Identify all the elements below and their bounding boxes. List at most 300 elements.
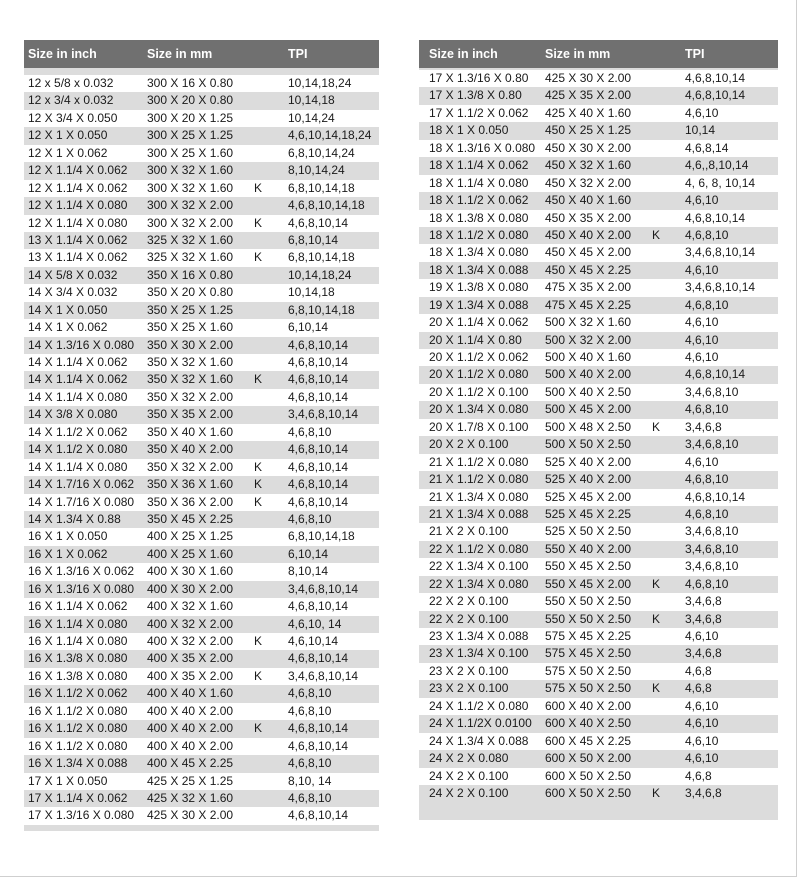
size-inch-cell: 19 X 1.3/8 X 0.080	[429, 280, 529, 295]
table-row	[24, 685, 379, 702]
size-mm-cell: 350 X 25 X 1.25	[147, 302, 234, 317]
k-marker-cell: K	[652, 576, 661, 591]
size-inch-cell: 16 X 1.3/16 X 0.062	[28, 564, 135, 579]
size-mm-cell: 550 X 45 X 2.00	[545, 576, 632, 591]
size-mm-cell: 300 X 25 X 1.25	[147, 128, 234, 143]
size-inch-cell: 22 X 1.3/4 X 0.080	[429, 576, 529, 591]
size-inch-cell: 24 X 2 X 0.080	[429, 751, 509, 766]
size-inch-cell: 17 X 1.3/8 X 0.80	[429, 88, 522, 103]
size-inch-cell: 12 X 1.1/4 X 0.080	[28, 215, 128, 230]
tpi-cell: 4,6,10	[685, 332, 719, 347]
tpi-cell: 3,4,6,8,10	[685, 559, 739, 574]
tpi-cell: 4,6,8,10,14	[288, 477, 349, 492]
table-row	[419, 105, 778, 122]
size-inch-cell: 21 X 1.1/2 X 0.080	[429, 472, 529, 487]
table-row	[24, 494, 379, 511]
size-mm-cell: 500 X 32 X 2.00	[545, 332, 632, 347]
tpi-cell: 3,4,6,8,10,14	[685, 280, 756, 295]
table-row	[24, 790, 379, 807]
tpi-cell: 4,6,,8,10,14	[685, 158, 749, 173]
tpi-cell: 4, 6, 8, 10,14	[685, 175, 756, 190]
size-inch-cell: 24 X 2 X 0.100	[429, 768, 509, 783]
tpi-cell: 3,4,6,8,10	[685, 437, 739, 452]
size-mm-cell: 575 X 45 X 2.50	[545, 646, 632, 661]
tpi-cell: 4,6,8,10	[685, 297, 729, 312]
tpi-cell: 6,8,10,14,24	[288, 145, 355, 160]
table-row	[419, 70, 778, 87]
tpi-cell: 4,6,8,10	[685, 576, 729, 591]
tpi-cell: 4,6,8,10	[685, 402, 729, 417]
size-mm-cell: 300 X 20 X 1.25	[147, 110, 234, 125]
tpi-cell: 3,4,6,8	[685, 594, 722, 609]
size-mm-cell: 500 X 32 X 1.60	[545, 315, 632, 330]
size-inch-cell: 14 X 1.7/16 X 0.062	[28, 477, 135, 492]
table-row	[419, 122, 778, 139]
size-mm-cell: 300 X 32 X 2.00	[147, 198, 234, 213]
tpi-cell: 3,4,6,8,10,14	[685, 245, 756, 260]
size-inch-cell: 17 X 1.3/16 X 0.080	[28, 808, 135, 823]
size-inch-cell: 17 X 1 X 0.050	[28, 773, 108, 788]
size-mm-cell: 400 X 40 X 2.00	[147, 721, 234, 736]
table-row	[24, 703, 379, 720]
size-inch-cell: 18 X 1 X 0.050	[429, 123, 509, 138]
tpi-cell: 4,6,8,10,14	[288, 651, 349, 666]
size-inch-cell: 18 X 1.1/4 X 0.080	[429, 175, 529, 190]
size-inch-cell: 12 X 1.1/4 X 0.062	[28, 180, 128, 195]
size-inch-cell: 21 X 1.1/2 X 0.080	[429, 454, 529, 469]
table-row	[24, 267, 379, 284]
table-row	[24, 720, 379, 737]
table-row	[24, 406, 379, 423]
size-inch-cell: 14 X 1.1/4 X 0.062	[28, 355, 128, 369]
size-mm-cell: 400 X 40 X 2.00	[147, 703, 234, 718]
size-inch-cell: 20 X 1.1/2 X 0.080	[429, 367, 529, 382]
size-inch-cell: 12 X 1 X 0.062	[28, 145, 108, 160]
table-row	[24, 668, 379, 685]
size-mm-cell: 425 X 30 X 2.00	[147, 808, 234, 823]
size-mm-cell: 450 X 45 X 2.25	[545, 262, 632, 277]
table-row	[419, 471, 778, 488]
size-inch-cell: 16 X 1.3/8 X 0.080	[28, 651, 128, 666]
tpi-cell: 6,10,14	[288, 546, 329, 561]
table-row	[24, 476, 379, 493]
size-mm-cell: 600 X 50 X 2.00	[545, 751, 632, 766]
size-mm-cell: 425 X 40 X 1.60	[545, 105, 632, 120]
size-inch-cell: 16 X 1.1/2 X 0.080	[28, 738, 128, 753]
tpi-cell: 4,6,8,10	[288, 703, 332, 718]
size-mm-cell: 525 X 45 X 2.00	[545, 489, 632, 504]
tpi-cell: 4,6,10	[685, 262, 719, 277]
size-inch-cell: 20 X 1.1/2 X 0.100	[429, 384, 529, 399]
size-inch-cell: 21 X 2 X 0.100	[429, 524, 509, 539]
tpi-cell: 4,6,8,10,14	[685, 367, 746, 382]
tpi-cell: 4,6,8,10,14	[288, 442, 349, 457]
tpi-cell: 4,6,8,10	[288, 511, 332, 526]
table-row	[419, 645, 778, 662]
left-size-table	[24, 40, 379, 831]
size-inch-cell: 14 X 1.1/4 X 0.062	[28, 372, 128, 387]
size-mm-cell: 500 X 40 X 2.00	[545, 367, 632, 382]
tpi-cell: 4,6,8,10,14	[288, 215, 349, 230]
size-mm-cell: 350 X 36 X 2.00	[147, 494, 234, 509]
header-size-in-mm: Size in mm	[545, 47, 611, 61]
tpi-cell: 3,4,6,8,10	[685, 384, 739, 399]
tpi-cell: 4,6,10	[685, 751, 719, 766]
table-row	[24, 232, 379, 249]
table-row	[419, 157, 778, 174]
k-marker-cell: K	[254, 634, 263, 648]
table-row	[24, 337, 379, 354]
size-mm-cell: 350 X 45 X 2.25	[147, 511, 234, 526]
size-mm-cell: 600 X 50 X 2.50	[545, 785, 632, 800]
size-mm-cell: 450 X 32 X 1.60	[545, 158, 632, 173]
size-mm-cell: 450 X 32 X 2.00	[545, 175, 632, 190]
table-row	[419, 576, 778, 593]
tpi-cell: 3,4,6,8,10	[685, 541, 739, 556]
table-row	[419, 698, 778, 715]
tpi-cell: 4,6,8,10,14	[288, 459, 349, 474]
size-mm-cell: 475 X 35 X 2.00	[545, 280, 632, 295]
tpi-cell: 4,6,10, 14	[288, 616, 342, 631]
size-inch-cell: 14 X 1.3/4 X 0.88	[28, 511, 121, 526]
size-inch-cell: 12 x 5/8 x 0.032	[28, 76, 114, 90]
table-row	[419, 366, 778, 383]
size-mm-cell: 400 X 32 X 2.00	[147, 616, 234, 631]
size-inch-cell: 16 X 1.1/2 X 0.080	[28, 703, 128, 718]
size-inch-cell: 18 X 1.1/2 X 0.062	[429, 193, 529, 208]
size-inch-cell: 16 X 1.1/2 X 0.062	[28, 686, 128, 701]
size-inch-cell: 18 X 1.3/4 X 0.088	[429, 262, 529, 277]
tpi-cell: 3,4,6,8	[685, 646, 722, 661]
size-mm-cell: 300 X 32 X 1.60	[147, 163, 234, 178]
table-row	[419, 140, 778, 157]
size-mm-cell: 500 X 48 X 2.50	[545, 419, 632, 434]
right-table-body	[419, 68, 778, 820]
k-marker-cell: K	[254, 721, 263, 736]
tpi-cell: 4,6,8,10	[288, 424, 332, 439]
table-row	[24, 75, 379, 92]
tpi-cell: 4,6,8,10	[288, 756, 332, 771]
size-inch-cell: 14 X 3/4 X 0.032	[28, 285, 118, 300]
size-mm-cell: 500 X 40 X 1.60	[545, 350, 632, 364]
table-row	[24, 389, 379, 406]
size-inch-cell: 24 X 1.1/2X 0.0100	[429, 716, 532, 731]
size-mm-cell: 550 X 45 X 2.50	[545, 559, 632, 574]
table-row	[24, 441, 379, 458]
tpi-cell: 4,6,10	[685, 193, 719, 208]
tpi-cell: 4,6,10	[685, 315, 719, 330]
tpi-cell: 3,4,6,8,10,14	[288, 668, 359, 683]
size-mm-cell: 575 X 50 X 2.50	[545, 681, 632, 696]
header-size-in-mm: Size in mm	[147, 47, 213, 61]
tpi-cell: 6,8,10,14,18	[288, 250, 355, 265]
table-row	[24, 528, 379, 545]
table-row	[24, 616, 379, 633]
table-row	[24, 546, 379, 563]
tpi-cell: 4,6,8,10	[685, 506, 729, 521]
table-row	[24, 371, 379, 388]
tpi-cell: 10,14,18,24	[288, 267, 352, 282]
tpi-cell: 4,6,10,14,18,24	[288, 128, 372, 143]
tpi-cell: 10,14,18,24	[288, 76, 352, 90]
size-mm-cell: 400 X 40 X 2.00	[147, 738, 234, 753]
size-inch-cell: 20 X 1.1/2 X 0.062	[429, 350, 529, 364]
size-inch-cell: 21 X 1.3/4 X 0.080	[429, 489, 529, 504]
table-row	[24, 197, 379, 214]
size-mm-cell: 350 X 36 X 1.60	[147, 477, 234, 492]
table-row	[419, 733, 778, 750]
size-mm-cell: 400 X 35 X 2.00	[147, 668, 234, 683]
size-inch-cell: 23 X 1.3/4 X 0.100	[429, 646, 529, 661]
tpi-cell: 4,6,10	[685, 454, 719, 469]
table-row	[419, 436, 778, 453]
size-mm-cell: 350 X 30 X 2.00	[147, 337, 234, 352]
table-row	[24, 581, 379, 598]
size-inch-cell: 16 X 1.1/4 X 0.080	[28, 616, 128, 631]
table-row	[419, 419, 778, 436]
size-inch-cell: 23 X 1.3/4 X 0.088	[429, 629, 529, 643]
table-row	[24, 284, 379, 301]
table-row	[24, 773, 379, 790]
size-mm-cell: 325 X 32 X 1.60	[147, 250, 234, 265]
size-mm-cell: 400 X 35 X 2.00	[147, 651, 234, 666]
header-size-in-inch: Size in inch	[28, 47, 97, 61]
header-size-in-inch: Size in inch	[429, 47, 498, 61]
size-inch-cell: 19 X 1.3/4 X 0.088	[429, 297, 529, 312]
size-mm-cell: 400 X 25 X 1.25	[147, 529, 234, 544]
size-inch-cell: 14 X 1.1/4 X 0.080	[28, 389, 128, 404]
tpi-cell: 4,6,8,10,14	[685, 210, 746, 225]
tpi-cell: 4,6,10	[685, 629, 719, 643]
size-mm-cell: 425 X 30 X 2.00	[545, 71, 632, 85]
table-row	[419, 279, 778, 296]
size-inch-cell: 14 X 1.7/16 X 0.080	[28, 494, 135, 509]
size-mm-cell: 350 X 35 X 2.00	[147, 407, 234, 422]
size-mm-cell: 300 X 16 X 0.80	[147, 76, 234, 90]
table-row	[24, 180, 379, 197]
k-marker-cell: K	[652, 227, 661, 242]
size-mm-cell: 400 X 45 X 2.25	[147, 756, 234, 771]
tpi-cell: 4,6,10	[685, 105, 719, 120]
tpi-cell: 3,4,6,8	[685, 785, 722, 800]
size-mm-cell: 350 X 32 X 2.00	[147, 389, 234, 404]
size-mm-cell: 525 X 40 X 2.00	[545, 454, 632, 469]
tpi-cell: 4,6,8,14	[685, 140, 729, 155]
tpi-cell: 4,6,8,10,14	[288, 721, 349, 736]
table-row	[24, 738, 379, 755]
tpi-cell: 4,6,8,10,14,18	[288, 198, 365, 213]
tpi-cell: 4,6,8,10	[685, 472, 729, 487]
size-mm-cell: 525 X 45 X 2.25	[545, 506, 632, 521]
size-inch-cell: 16 X 1.3/4 X 0.088	[28, 756, 128, 771]
size-mm-cell: 450 X 45 X 2.00	[545, 245, 632, 260]
tpi-cell: 3,4,6,8	[685, 419, 722, 434]
table-row	[24, 459, 379, 476]
size-mm-cell: 350 X 32 X 2.00	[147, 459, 234, 474]
table-row	[24, 511, 379, 528]
tpi-cell: 8,10, 14	[288, 773, 332, 788]
size-inch-cell: 14 X 5/8 X 0.032	[28, 267, 118, 282]
tpi-cell: 4,6,10	[685, 716, 719, 731]
table-row	[24, 92, 379, 109]
table-row	[419, 297, 778, 314]
tpi-cell: 4,6,8,10,14	[288, 808, 349, 823]
size-mm-cell: 450 X 40 X 1.60	[545, 193, 632, 208]
table-row	[419, 401, 778, 418]
table-row	[419, 715, 778, 732]
tpi-cell: 4,6,8,10	[685, 227, 729, 242]
size-inch-cell: 20 X 1.3/4 X 0.080	[429, 402, 529, 417]
table-row	[419, 680, 778, 697]
size-inch-cell: 24 X 1.3/4 X 0.088	[429, 733, 529, 748]
tpi-cell: 3,4,6,8,10	[685, 524, 739, 539]
size-inch-cell: 12 X 1 X 0.050	[28, 128, 108, 143]
left-table-body	[24, 68, 379, 831]
size-inch-cell: 18 X 1.1/4 X 0.062	[429, 158, 529, 173]
tpi-cell: 4,6,8,10,14	[288, 355, 349, 369]
size-mm-cell: 575 X 45 X 2.25	[545, 629, 632, 643]
size-mm-cell: 525 X 40 X 2.00	[545, 472, 632, 487]
size-mm-cell: 500 X 50 X 2.50	[545, 437, 632, 452]
size-inch-cell: 16 X 1.1/4 X 0.062	[28, 599, 128, 614]
tpi-cell: 3,4,6,8	[685, 611, 722, 626]
size-inch-cell: 20 X 1.1/4 X 0.062	[429, 315, 529, 330]
size-mm-cell: 600 X 50 X 2.50	[545, 768, 632, 783]
size-inch-cell: 12 X 1.1/4 X 0.062	[28, 163, 128, 178]
table-row	[24, 145, 379, 162]
size-inch-cell: 17 X 1.3/16 X 0.80	[429, 71, 529, 85]
table-row	[419, 611, 778, 628]
tpi-cell: 4,6,8	[685, 681, 712, 696]
tpi-cell: 4,6,8,10,14	[288, 599, 349, 614]
table-row	[419, 663, 778, 680]
tpi-cell: 4,6,8,10	[288, 790, 332, 805]
size-mm-cell: 600 X 40 X 2.50	[545, 716, 632, 731]
table-row	[419, 523, 778, 540]
size-inch-cell: 14 X 1.1/2 X 0.080	[28, 442, 128, 457]
table-row	[419, 227, 778, 244]
k-marker-cell: K	[254, 459, 263, 474]
table-row	[419, 332, 778, 349]
tpi-cell: 3,4,6,8,10,14	[288, 581, 359, 596]
table-row	[24, 650, 379, 667]
tpi-cell: 6,8,10,14,18	[288, 302, 355, 317]
header-tpi: TPI	[685, 47, 705, 61]
size-mm-cell: 525 X 50 X 2.50	[545, 524, 632, 539]
size-mm-cell: 450 X 25 X 1.25	[545, 123, 632, 138]
size-inch-cell: 14 X 1 X 0.062	[28, 320, 108, 335]
size-mm-cell: 550 X 50 X 2.50	[545, 611, 632, 626]
size-mm-cell: 425 X 35 X 2.00	[545, 88, 632, 103]
table-row	[24, 807, 379, 824]
tpi-cell: 4,6,8,10,14	[685, 489, 746, 504]
size-inch-cell: 22 X 1.1/2 X 0.080	[429, 541, 529, 556]
size-inch-cell: 12 X 3/4 X 0.050	[28, 110, 118, 125]
tpi-cell: 6,8,10,14	[288, 232, 339, 247]
tpi-cell: 4,6,8	[685, 663, 712, 678]
table-row	[419, 558, 778, 575]
size-mm-cell: 450 X 40 X 2.00	[545, 227, 632, 242]
size-mm-cell: 350 X 20 X 0.80	[147, 285, 234, 300]
k-marker-cell: K	[652, 419, 661, 434]
tpi-cell: 4,6,8,10	[288, 686, 332, 701]
size-inch-cell: 16 X 1.3/16 X 0.080	[28, 581, 135, 596]
size-inch-cell: 16 X 1 X 0.050	[28, 529, 108, 544]
table-row	[24, 755, 379, 772]
table-row	[419, 785, 778, 802]
size-inch-cell: 22 X 2 X 0.100	[429, 594, 509, 609]
size-mm-cell: 500 X 40 X 2.50	[545, 384, 632, 399]
k-marker-cell: K	[254, 477, 263, 492]
size-inch-cell: 14 X 1.1/2 X 0.062	[28, 424, 128, 439]
size-inch-cell: 18 X 1.3/4 X 0.080	[429, 245, 529, 260]
size-mm-cell: 400 X 30 X 1.60	[147, 564, 234, 579]
size-inch-cell: 20 X 2 X 0.100	[429, 437, 509, 452]
size-inch-cell: 18 X 1.1/2 X 0.080	[429, 227, 529, 242]
size-mm-cell: 350 X 25 X 1.60	[147, 320, 234, 335]
size-inch-cell: 14 X 1.1/4 X 0.080	[28, 459, 128, 474]
table-row	[419, 87, 778, 104]
size-mm-cell: 600 X 40 X 2.00	[545, 698, 632, 713]
size-mm-cell: 350 X 32 X 1.60	[147, 372, 234, 387]
size-inch-cell: 17 X 1.1/4 X 0.062	[28, 790, 128, 805]
tpi-cell: 4,6,8,10,14	[685, 88, 746, 103]
size-inch-cell: 14 X 3/8 X 0.080	[28, 407, 118, 422]
size-inch-cell: 18 X 1.3/16 X 0.080	[429, 140, 536, 155]
table-row	[24, 598, 379, 615]
table-row	[24, 563, 379, 580]
size-inch-cell: 12 x 3/4 x 0.032	[28, 93, 114, 108]
table-row	[419, 506, 778, 523]
k-marker-cell: K	[652, 785, 661, 800]
table-row	[419, 628, 778, 645]
size-mm-cell: 425 X 32 X 1.60	[147, 790, 234, 805]
size-inch-cell: 16 X 1.1/2 X 0.080	[28, 721, 128, 736]
tpi-cell: 6,8,10,14,18	[288, 529, 355, 544]
size-inch-cell: 13 X 1.1/4 X 0.062	[28, 250, 128, 265]
left-table-header	[24, 40, 379, 68]
tpi-cell: 4,6,8,10,14	[288, 337, 349, 352]
size-inch-cell: 14 X 1 X 0.050	[28, 302, 108, 317]
table-row	[419, 192, 778, 209]
table-row	[419, 384, 778, 401]
k-marker-cell: K	[254, 494, 263, 509]
tpi-cell: 3,4,6,8,10,14	[288, 407, 359, 422]
tpi-cell: 6,8,10,14,18	[288, 180, 355, 195]
size-mm-cell: 400 X 32 X 1.60	[147, 599, 234, 614]
size-inch-cell: 22 X 2 X 0.100	[429, 611, 509, 626]
tpi-cell: 4,6,8,10,14	[288, 738, 349, 753]
table-row	[419, 750, 778, 767]
tpi-cell: 4,6,10	[685, 350, 719, 364]
tpi-cell: 4,6,10	[685, 733, 719, 748]
size-inch-cell: 23 X 2 X 0.100	[429, 663, 509, 678]
size-mm-cell: 325 X 32 X 1.60	[147, 232, 234, 247]
k-marker-cell: K	[254, 215, 263, 230]
tpi-cell: 6,10,14	[288, 320, 329, 335]
size-mm-cell: 300 X 32 X 2.00	[147, 215, 234, 230]
size-mm-cell: 400 X 25 X 1.60	[147, 546, 234, 561]
table-row	[24, 110, 379, 127]
size-inch-cell: 20 X 1.1/4 X 0.80	[429, 332, 522, 347]
size-mm-cell: 350 X 40 X 2.00	[147, 442, 234, 457]
table-row	[419, 454, 778, 471]
size-mm-cell: 350 X 40 X 1.60	[147, 424, 234, 439]
size-inch-cell: 21 X 1.3/4 X 0.088	[429, 506, 529, 521]
tpi-cell: 4,6,8,10,14	[288, 494, 349, 509]
size-mm-cell: 425 X 25 X 1.25	[147, 773, 234, 788]
size-inch-cell: 24 X 2 X 0.100	[429, 785, 509, 800]
